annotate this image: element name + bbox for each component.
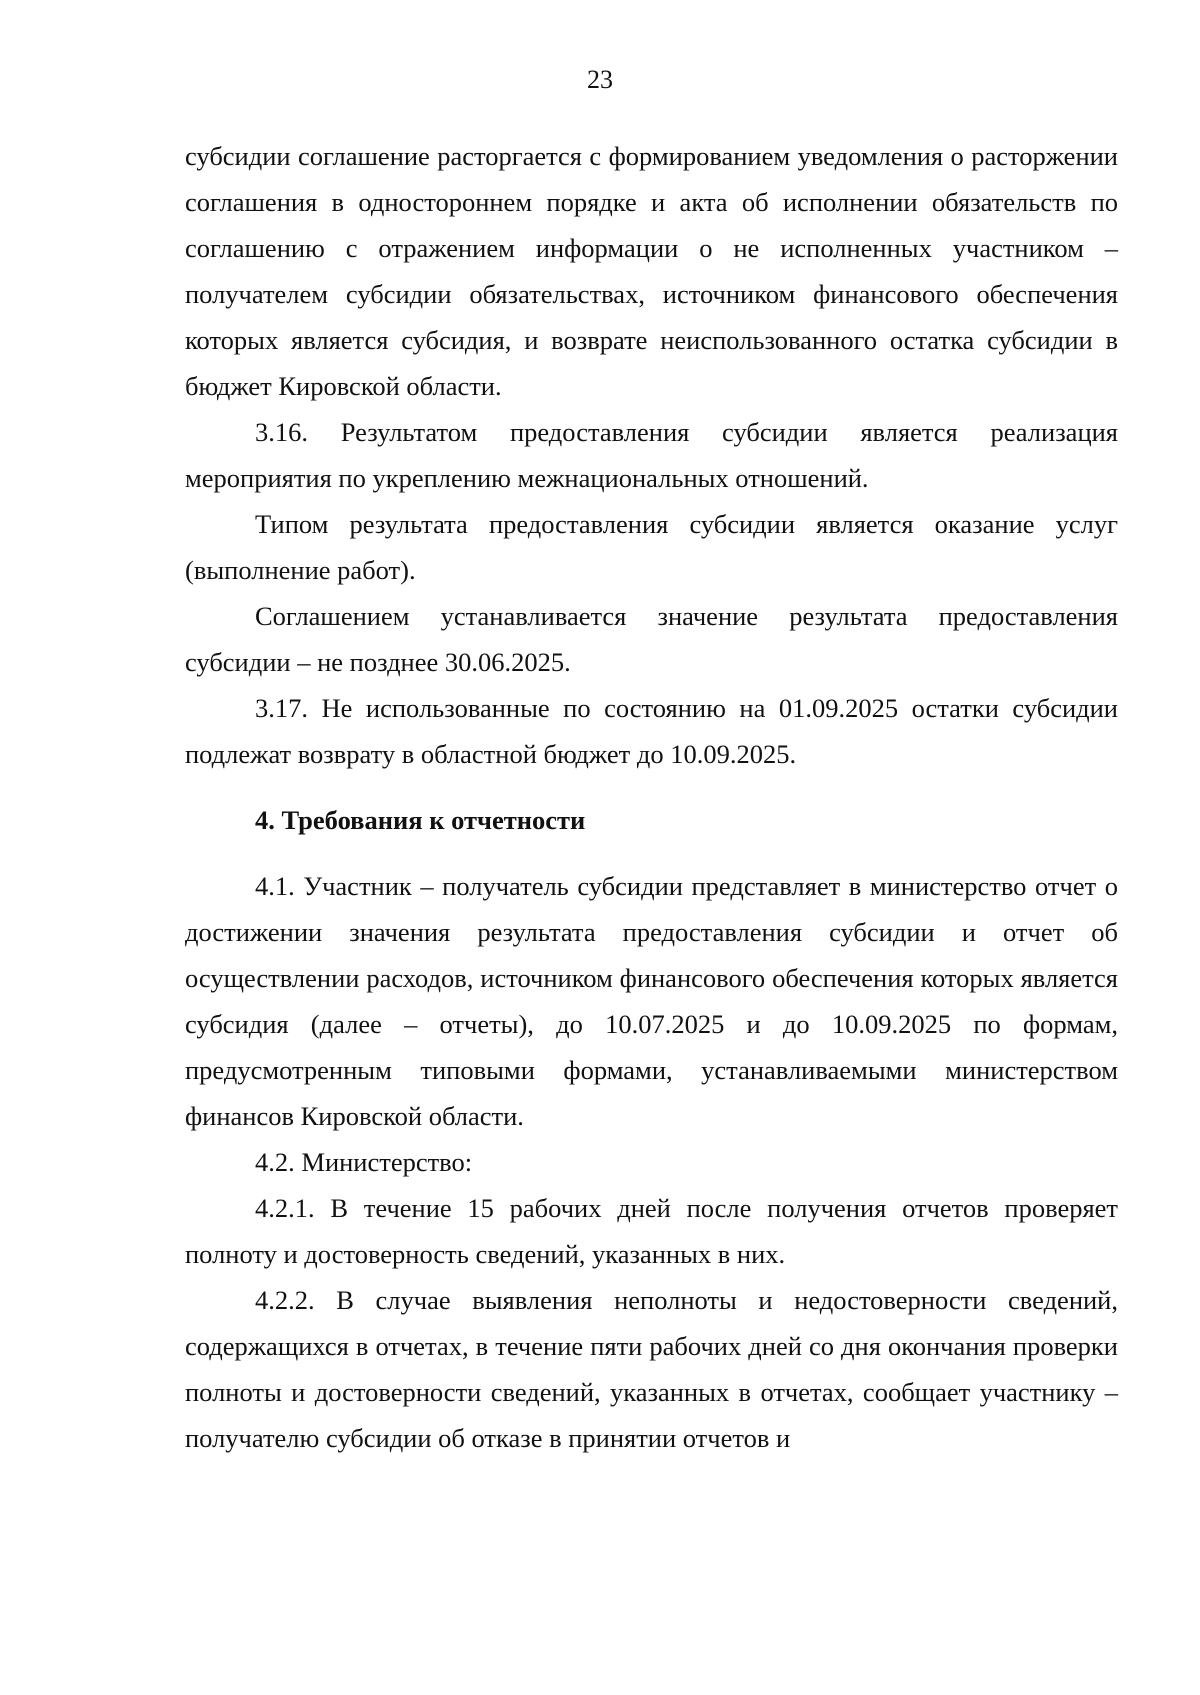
page-number: 23	[587, 65, 613, 94]
paragraph-result-value: Соглашением устанавливается значение результата предоставления субсидии – не позднее 30.06.2025.	[185, 601, 1118, 677]
paragraph-continuation: субсидии соглашение расторгается с формированием уведомления о расторжении соглашения в одностороннем порядке и акта об исполнении обязательств по соглашению с отражением информации о не исполненных участником – получателем субсидии обязательствах, источником финансового обеспечения которых является субсидия, и возврате неиспользованного остатка субсидии в бюджет Кировской области.	[185, 141, 1118, 401]
paragraph-4-2-1: 4.2.1. В течение 15 рабочих дней после получения отчетов проверяет полноту и достоверность сведений, указанных в них.	[185, 1193, 1118, 1269]
paragraph-3-16: 3.16. Результатом предоставления субсидии является реализация мероприятия по укреплению межнациональных отношений.	[185, 417, 1118, 493]
section-heading: 4. Требования к отчетности	[255, 805, 586, 835]
paragraph-4-1: 4.1. Участник – получатель субсидии представляет в министерство отчет о достижении значения результата предоставления субсидии и отчет об осуществлении расходов, источником финансового обеспечения которых является субсидия (далее – отчеты), до 10.07.2025 и до 10.09.2025 по формам, предусмотренным типовыми формами, устанавливаемыми министерством финансов Кировской области.	[185, 871, 1118, 1131]
paragraph-result-type: Типом результата предоставления субсидии является оказание услуг (выполнение работ).	[185, 509, 1118, 585]
document-body	[185, 133, 1118, 1461]
paragraph-4-2: 4.2. Министерство:	[255, 1147, 473, 1177]
paragraph-4-2-2: 4.2.2. В случае выявления неполноты и недостоверности сведений, содержащихся в отчетах, в течение пяти рабочих дней со дня окончания проверки полноты и достоверности сведений, указанных в отчетах, сообщает участнику – получателю субсидии об отказе в принятии отчетов и	[185, 1285, 1118, 1453]
paragraph-3-17: 3.17. Не использованные по состоянию на 01.09.2025 остатки субсидии подлежат возврату в областной бюджет до 10.09.2025.	[185, 693, 1118, 769]
